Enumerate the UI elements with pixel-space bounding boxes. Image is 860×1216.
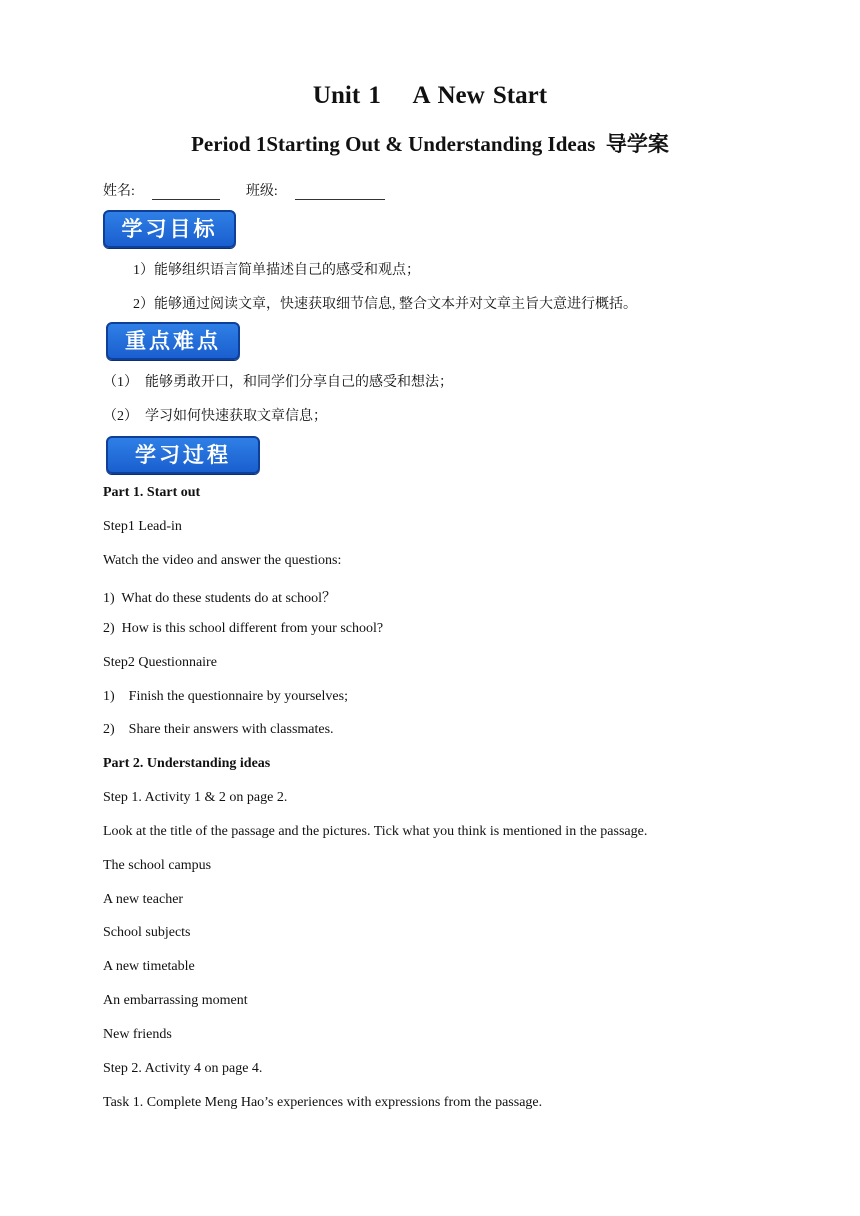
step-heading: Step2 Questionnaire [103,655,217,670]
name-label: 姓名: [103,184,135,199]
objective-item: 2）能够通过阅读文章，快速获取细节信息, 整合文本并对文章主旨大意进行概括。 [133,297,637,312]
key-points-banner: 重点难点 [106,322,240,360]
key-point-item: （1） 能够勇敢开口，和同学们分享自己的感受和想法； [103,375,453,390]
part-heading: Part 1. Start out [103,485,201,500]
class-blank[interactable] [295,185,385,200]
process-banner: 学习过程 [106,436,260,474]
option-item: An embarrassing moment [103,993,248,1008]
task-item: 1) Finish the questionnaire by yourselves; [103,689,348,704]
task-item: 2) Share their answers with classmates. [103,722,334,737]
instruction-text: Look at the title of the passage and the pictures. Tick what you think is mentioned in the passage. [103,824,648,839]
option-item: A new teacher [103,892,184,907]
student-info-row [103,180,385,200]
option-item: A new timetable [103,959,195,974]
step-heading: Step 2. Activity 4 on page 4. [103,1061,263,1076]
question-item: 2) How is this school different from your school? [103,621,384,636]
option-item: The school campus [103,858,212,873]
option-item: New friends [103,1027,172,1042]
key-point-item: （2） 学习如何快速获取文章信息； [103,409,327,424]
unit-title: Unit 1 A New Start [312,82,548,109]
instruction-text: Watch the video and answer the questions: [103,553,342,568]
step-heading: Step 1. Activity 1 & 2 on page 2. [103,790,288,805]
period-subtitle: Period 1Starting Out & Understanding Ideas 导学案 [191,132,669,156]
option-item: School subjects [103,925,191,940]
objective-item: 1）能够组织语言简单描述自己的感受和观点； [133,263,420,278]
instruction-text: Task 1. Complete Meng Hao’s experiences with expressions from the passage. [103,1095,543,1110]
class-label: 班级: [245,184,278,199]
part-heading: Part 2. Understanding ideas [103,756,271,771]
step-heading: Step1 Lead-in [103,519,182,534]
name-blank[interactable] [152,185,220,200]
objectives-banner: 学习目标 [103,210,236,248]
question-item: 1) What do these students do at school？ [103,591,337,606]
